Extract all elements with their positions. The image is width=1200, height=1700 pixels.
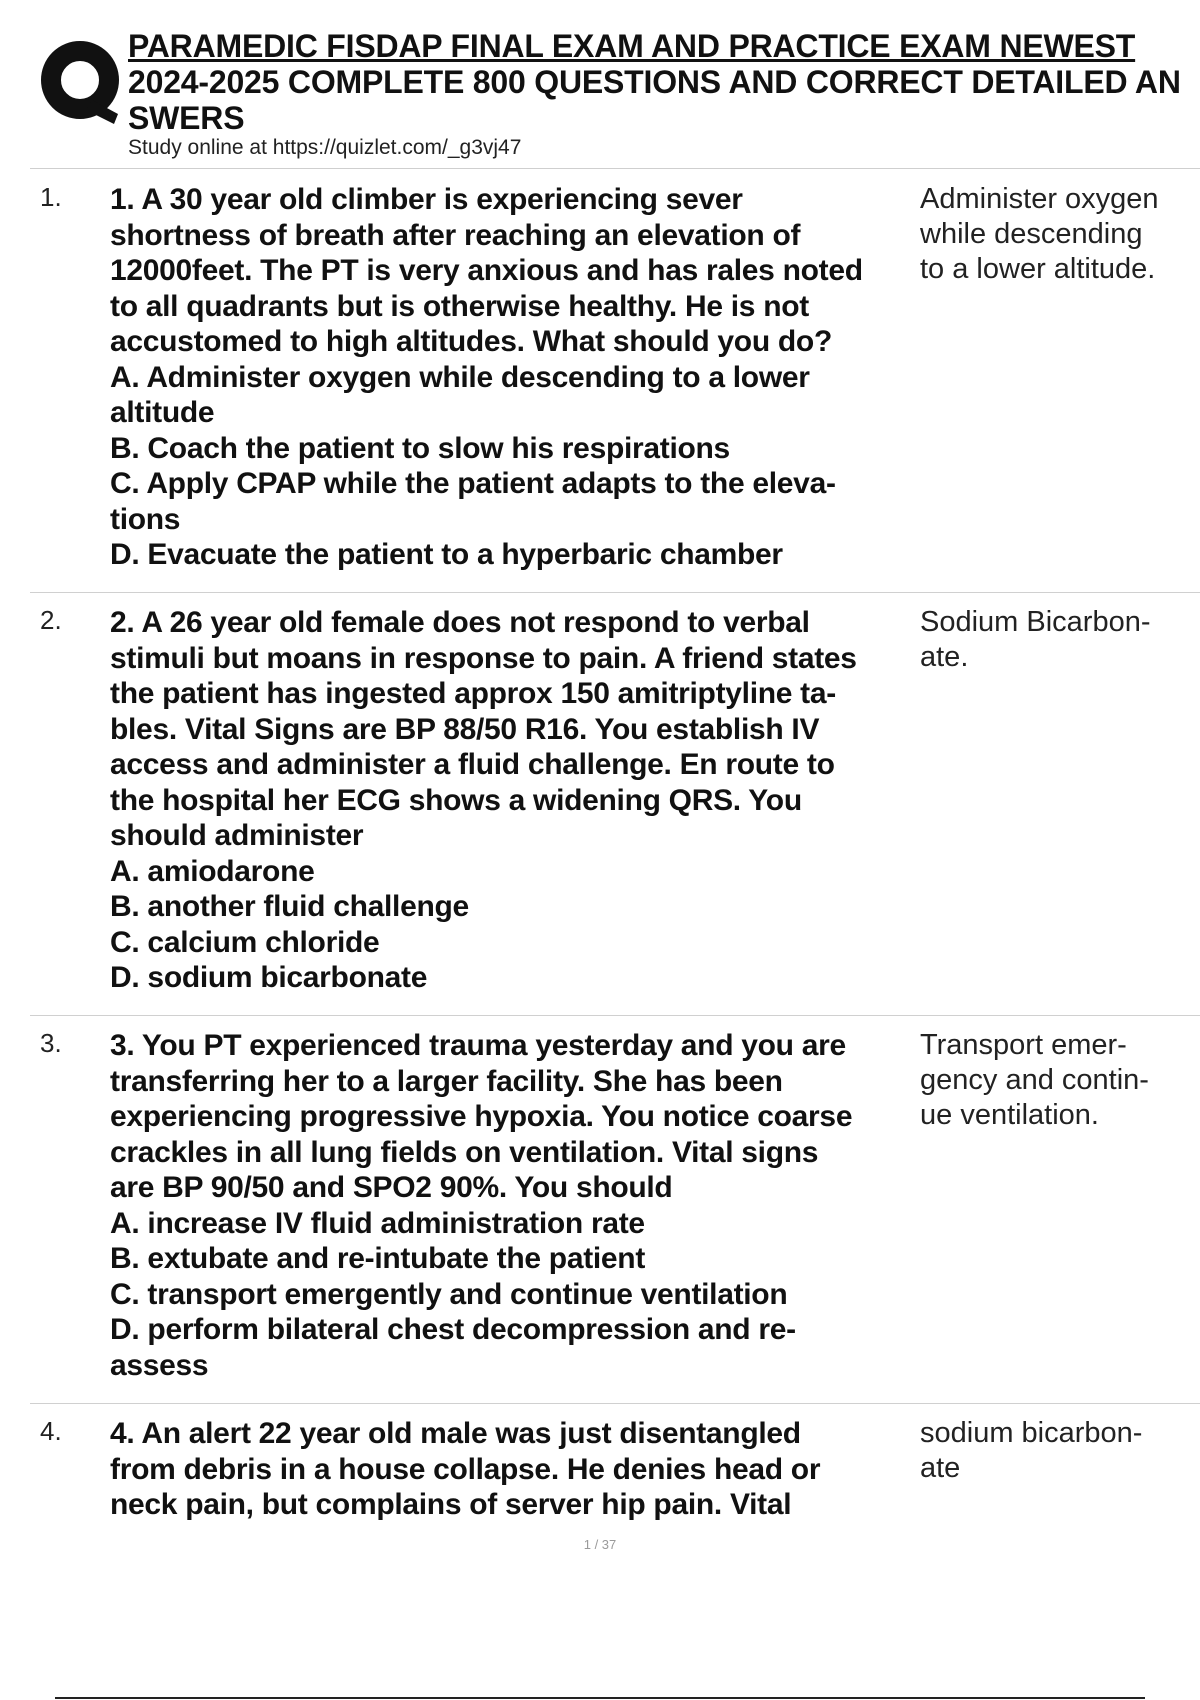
question-row [30,1404,1200,1534]
quizlet-q-logo-icon [34,36,140,142]
footer-divider [55,1697,1145,1699]
question-number: 2. [40,605,62,635]
question-row [30,593,1200,1016]
answer-text: Sodium Bicarbon- ate. [920,606,1151,673]
question-row [30,170,1200,593]
question-number: 4. [40,1416,62,1446]
study-online-link[interactable]: Study online at https://quizlet.com/_g3vj47 [128,136,522,159]
answer-text: Transport emer- gency and contin- ue ventilation. [920,1029,1149,1131]
question-text: 4. An alert 22 year old male was just disentangled from debris in a house collapse. He denies head or neck pain, but complains of server hip pain. Vital [110,1417,821,1521]
document-title [128,28,1200,136]
question-text: 3. You PT experienced trauma yesterday and you are transferring her to a larger facility. She has been experiencing progressive hypoxia. You notice coarse crackles in all lung fields on ventilation. Vital signs are BP 90/50 and SPO2 90%. You should A. increase IV fluid administration rate B. extubate and re-intubate the patient C. transport emergently and continue ventilation D. perform bilateral chest decompression and re- assess [110,1029,853,1382]
title-line: SWERS [128,100,245,136]
question-number: 1. [40,182,62,212]
document-header [30,28,1200,168]
question-list [30,170,1200,1534]
question-number: 3. [40,1028,62,1058]
answer-text: Administer oxygen while descending to a lower altitude. [920,183,1159,285]
header-divider [30,168,1200,169]
page-indicator: 1 / 37 [583,1537,617,1552]
question-row [30,1016,1200,1404]
title-line: PARAMEDIC FISDAP FINAL EXAM AND PRACTICE EXAM NEWEST [128,28,1136,64]
title-line: 2024-2025 COMPLETE 800 QUESTIONS AND CORRECT DETAILED AN [128,64,1181,100]
question-text: 1. A 30 year old climber is experiencing sever shortness of breath after reaching an elevation of 12000feet. The PT is very anxious and has rales noted to all quadrants but is otherwise healthy. He is not accustomed to high altitudes. What should you do? A. Administer oxygen while descending to a lower altitude B. Coach the patient to slow his respirations C. Apply CPAP while the patient adapts to the eleva- tions D. Evacuate the patient to a hyperbaric chamber [110,183,863,571]
answer-text: sodium bicarbon- ate [920,1417,1143,1484]
question-text: 2. A 26 year old female does not respond to verbal stimuli but moans in response to pain. A friend states the patient has ingested approx 150 amitriptyline ta- bles. Vital Signs are BP 88/50 R16. You establish IV access and administer a fluid challenge. En route to the hospital her ECG shows a widening QRS. You should administer A. amiodarone B. another fluid challenge C. calcium chloride D. sodium bicarbonate [110,606,857,994]
